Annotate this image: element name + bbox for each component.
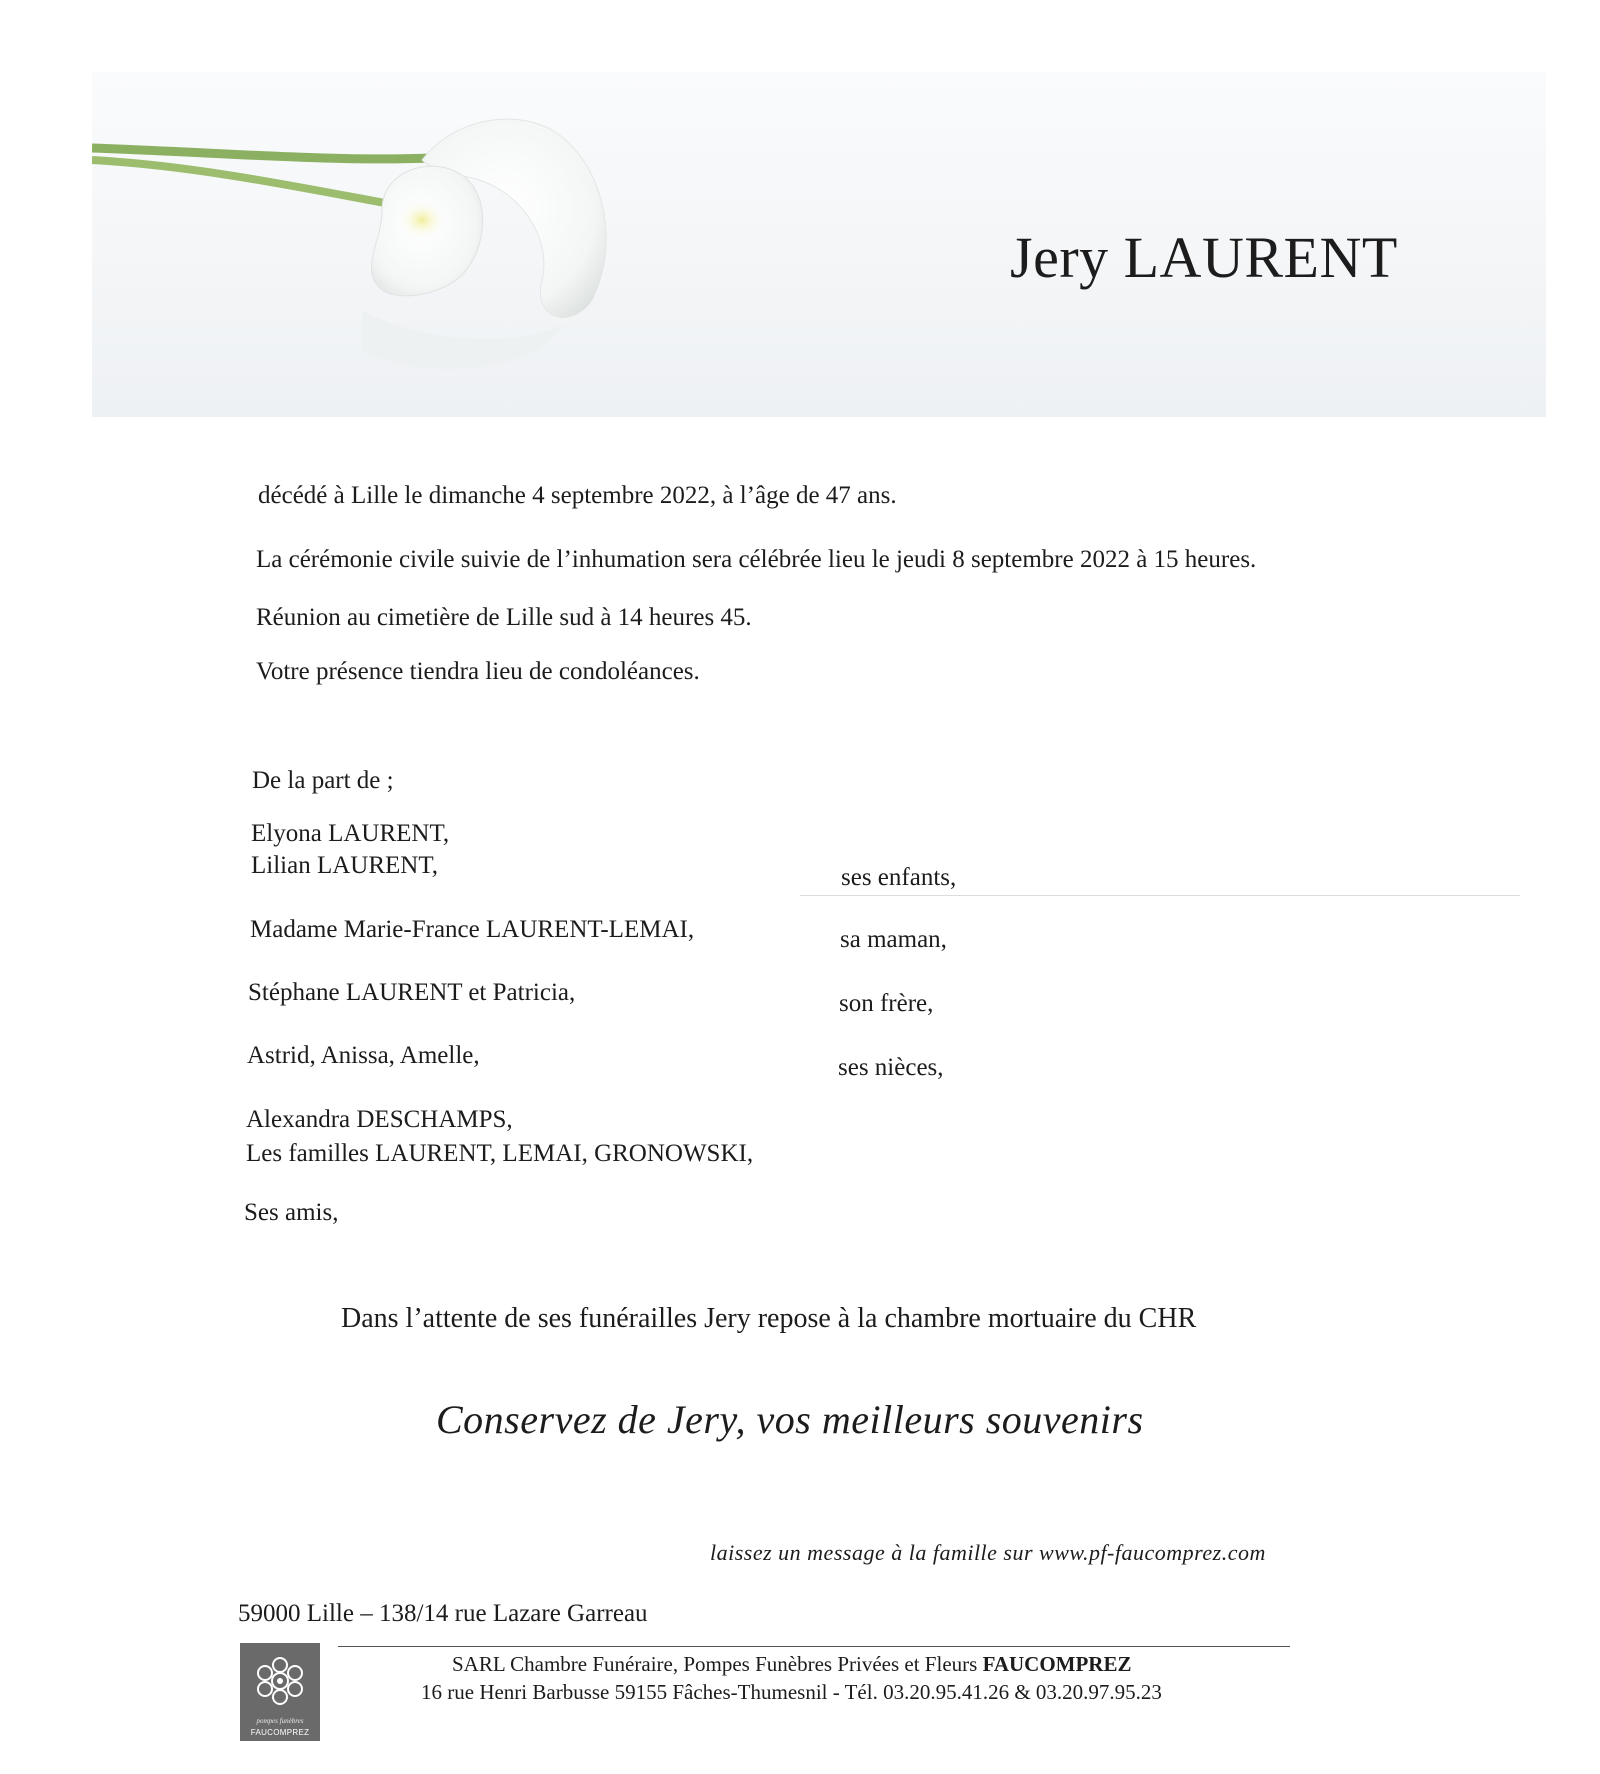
meeting-notice: Réunion au cimetière de Lille sud à 14 heures 45. bbox=[256, 604, 752, 631]
remembrance-tagline: Conservez de Jery, vos meilleurs souvenirs bbox=[436, 1397, 1144, 1442]
ceremony-notice: La cérémonie civile suivie de l’inhumation sera célébrée lieu le jeudi 8 septembre 2022 à 15 heures. bbox=[256, 546, 1257, 573]
deceased-name: Jery LAURENT bbox=[1010, 225, 1398, 290]
family-relation: sa maman, bbox=[840, 926, 947, 953]
family-member: Alexandra DESCHAMPS, bbox=[246, 1106, 513, 1133]
company-contact: 16 rue Henri Barbusse 59155 Fâches-Thumesnil - Tél. 03.20.95.41.26 & 03.20.97.95.23 bbox=[421, 1680, 1162, 1704]
rosette-emblem-icon bbox=[252, 1651, 308, 1713]
family-relation: ses enfants, bbox=[841, 864, 957, 891]
family-intro: De la part de ; bbox=[252, 767, 394, 794]
divider bbox=[800, 895, 1520, 896]
condolence-message-link: laissez un message à la famille sur www.pf-faucomprez.com bbox=[710, 1540, 1266, 1565]
family-relation: son frère, bbox=[839, 990, 934, 1017]
logo-name: FAUCOMPREZ bbox=[250, 1728, 310, 1737]
footer-divider bbox=[338, 1646, 1290, 1647]
company-line bbox=[452, 1652, 1132, 1677]
family-member: Madame Marie-France LAURENT-LEMAI, bbox=[250, 916, 695, 943]
logo-subtitle: pompes funèbres bbox=[256, 1717, 304, 1725]
family-member: Stéphane LAURENT et Patricia, bbox=[248, 979, 576, 1006]
presence-notice: Votre présence tiendra lieu de condoléances. bbox=[256, 658, 700, 685]
family-member: Elyona LAURENT, bbox=[251, 820, 450, 847]
funeral-home-address: 59000 Lille – 138/14 rue Lazare Garreau bbox=[238, 1600, 648, 1627]
resting-place-notice: Dans l’attente de ses funérailles Jery repose à la chambre mortuaire du CHR bbox=[341, 1303, 1197, 1334]
company-prefix: SARL Chambre Funéraire, Pompes Funèbres Privées et Fleurs bbox=[452, 1652, 983, 1676]
family-member: Ses amis, bbox=[244, 1199, 339, 1226]
family-member: Les familles LAURENT, LEMAI, GRONOWSKI, bbox=[246, 1140, 754, 1167]
family-relation: ses nièces, bbox=[838, 1054, 944, 1081]
company-name: FAUCOMPREZ bbox=[982, 1652, 1132, 1676]
death-notice: décédé à Lille le dimanche 4 septembre 2022, à l’âge de 47 ans. bbox=[258, 482, 897, 509]
calla-lily-image bbox=[92, 100, 652, 400]
family-member: Astrid, Anissa, Amelle, bbox=[247, 1042, 480, 1069]
family-member: Lilian LAURENT, bbox=[251, 852, 438, 879]
company-logo bbox=[240, 1643, 320, 1741]
